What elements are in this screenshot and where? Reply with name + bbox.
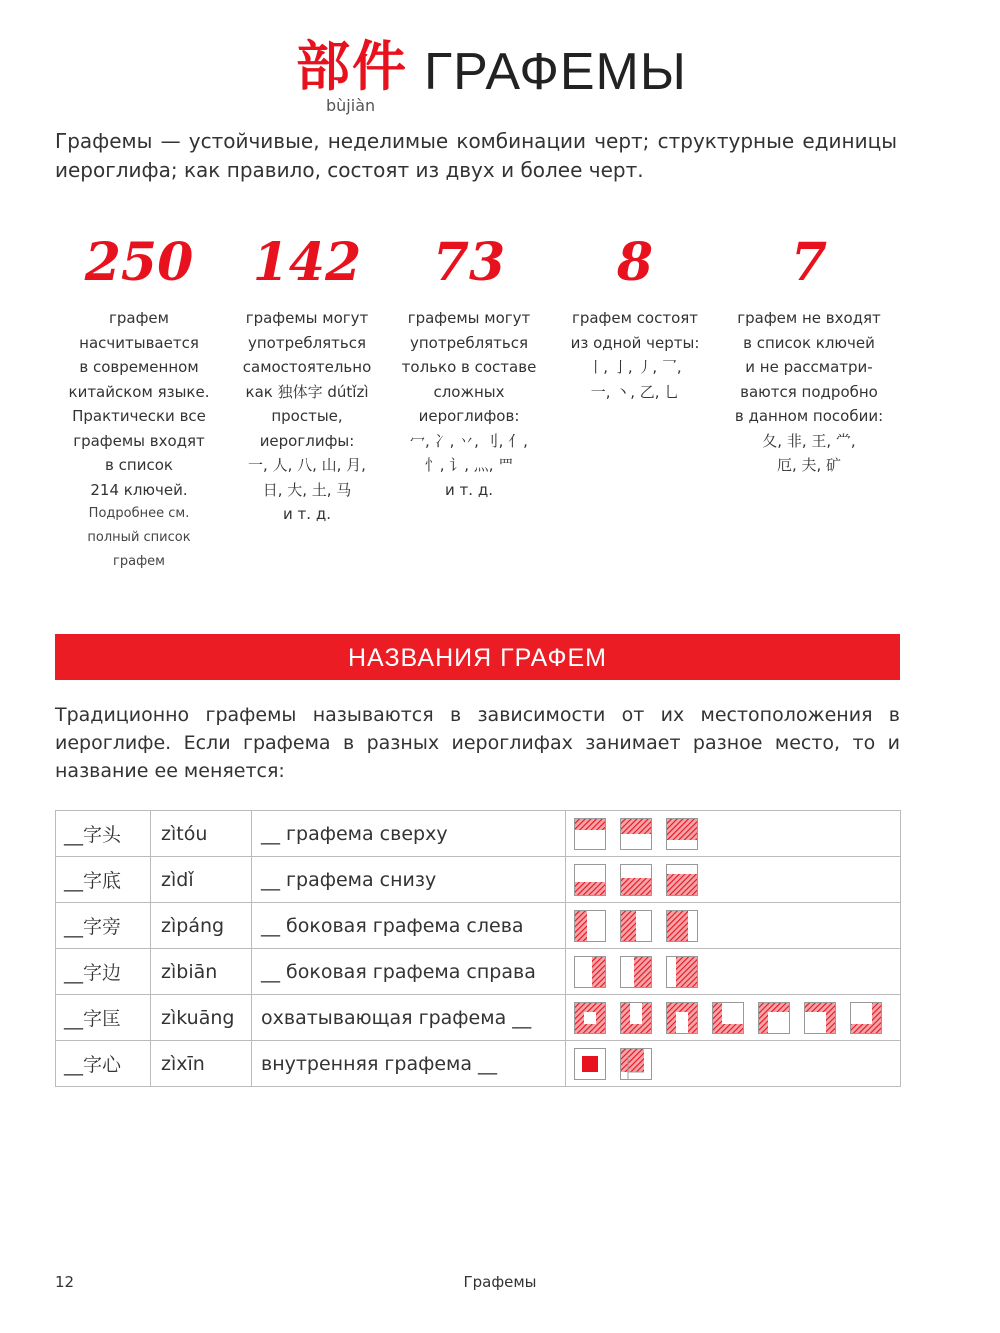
cell-meaning: __ графема снизу <box>252 857 566 903</box>
position-top-icon <box>666 818 698 850</box>
text-line: в данном пособии: <box>734 407 884 425</box>
cell-meaning: внутренняя графема __ <box>252 1041 566 1087</box>
footer-title: Графемы <box>463 1273 537 1291</box>
position-enclose-icon <box>574 1002 606 1034</box>
table-row <box>56 903 901 949</box>
text-line: из одной черты: <box>570 333 700 352</box>
cell-meaning: охватывающая графема __ <box>252 995 566 1041</box>
cell-pinyin: zìkuāng <box>151 995 252 1041</box>
position-inner-icon <box>574 1048 606 1080</box>
cell-term: __字底 <box>56 857 151 903</box>
cell-pinyin: zìtóu <box>151 811 252 857</box>
stat-description <box>555 306 715 404</box>
intro-paragraph: Графемы — устойчивые, неделимые комбинации черт; структурные единицы иероглифа; как правило, состоят из двух и более черт. <box>55 129 897 182</box>
stat-note <box>55 502 223 574</box>
page-header <box>0 34 1000 124</box>
stat-number: 250 <box>84 232 194 293</box>
stat-number: 142 <box>252 232 362 293</box>
text-line: Подробнее см. <box>88 506 190 521</box>
position-right-icon <box>574 956 606 988</box>
text-line: 一, 人, 八, 山, 月, <box>248 456 366 474</box>
text-line: 214 ключей. <box>90 480 188 499</box>
position-top-icon <box>574 818 606 850</box>
cell-meaning: __ графема сверху <box>252 811 566 857</box>
cell-term: __字心 <box>56 1041 151 1087</box>
stat-number: 73 <box>432 232 506 293</box>
cell-term: __字旁 <box>56 903 151 949</box>
position-enclose-icon <box>850 1002 882 1034</box>
stat-description <box>393 306 545 502</box>
text-line: и т. д. <box>283 505 331 523</box>
title-chinese: 部件 <box>296 34 408 98</box>
cell-pinyin: zìpáng <box>151 903 252 949</box>
text-line: иероглифов: <box>418 407 520 425</box>
position-top-icon <box>620 818 652 850</box>
cell-position-icons <box>566 1041 901 1087</box>
position-left-icon <box>574 910 606 942</box>
text-line: 日, 大, 土, 马 <box>262 480 352 499</box>
text-line: графемы входят <box>73 431 205 450</box>
text-line: графем состоят <box>571 309 699 327</box>
stat-block-2 <box>227 228 387 527</box>
text-line: самостоятельно <box>242 358 372 376</box>
section-title: НАЗВАНИЯ ГРАФЕМ <box>348 644 607 672</box>
position-enclose-icon <box>804 1002 836 1034</box>
position-right-icon <box>620 956 652 988</box>
section-banner <box>55 634 900 680</box>
position-left-icon <box>666 910 698 942</box>
text-line: 夂, 非, 王, 龸, <box>762 431 856 450</box>
text-line: ваются подробно <box>740 382 878 401</box>
text-line: китайском языке. <box>68 382 210 401</box>
text-line: 忄, 讠, 灬, 罒 <box>424 456 514 474</box>
text-line: только в составе <box>401 358 537 376</box>
text-line: графем не входят <box>737 309 881 327</box>
stat-description <box>55 306 223 502</box>
position-enclose-icon <box>758 1002 790 1034</box>
table-row <box>56 1041 901 1087</box>
cell-position-icons <box>566 811 901 857</box>
cell-pinyin: zìdǐ <box>151 857 252 903</box>
text-line: и т. д. <box>445 480 493 499</box>
stat-block-5 <box>723 228 895 478</box>
text-line: иероглифы: <box>259 431 355 450</box>
position-enclose-icon <box>620 1002 652 1034</box>
text-line: употребляться <box>247 333 367 352</box>
stats-row <box>55 228 905 588</box>
cell-term: __字匡 <box>56 995 151 1041</box>
position-inner-icon <box>620 1048 652 1080</box>
stat-block-3 <box>393 228 545 502</box>
cell-position-icons <box>566 903 901 949</box>
title-pinyin: bùjiàn <box>326 96 376 115</box>
text-line: 丨, 亅, 丿, 乛, <box>588 358 682 376</box>
stat-description <box>723 306 895 478</box>
text-line: употребляться <box>409 333 529 352</box>
text-line: 冖, 冫, 丷, 刂, 亻, <box>410 431 528 450</box>
text-line: графемы могут <box>407 309 531 327</box>
table-row <box>56 811 901 857</box>
cell-meaning: __ боковая графема слева <box>252 903 566 949</box>
cell-position-icons <box>566 995 901 1041</box>
stat-number: 7 <box>790 232 828 293</box>
grapheme-table <box>55 810 901 1087</box>
table-row <box>56 949 901 995</box>
page-number: 12 <box>55 1273 75 1291</box>
text-line: Практически все <box>72 407 206 425</box>
text-line: полный список <box>87 530 191 545</box>
text-line: графем <box>113 554 165 569</box>
table-row <box>56 857 901 903</box>
position-enclose-icon <box>666 1002 698 1034</box>
text-line: 一, 丶, 乙, 乚 <box>590 382 680 401</box>
section-paragraph: Традиционно графемы называются в зависимости от их местоположения в иероглифе. Если графема в разных иероглифах занимает разное место, то и название ее меняется: <box>55 704 900 782</box>
text-line: 厄, 夫, 矿 <box>776 456 842 474</box>
text-line: сложных <box>433 382 505 401</box>
position-bottom-icon <box>620 864 652 896</box>
position-enclose-icon <box>712 1002 744 1034</box>
cell-pinyin: zìbiān <box>151 949 252 995</box>
position-bottom-icon <box>666 864 698 896</box>
stat-description <box>227 306 387 527</box>
cell-term: __字边 <box>56 949 151 995</box>
text-line: в список <box>105 456 173 474</box>
text-line: графем <box>109 309 169 327</box>
stat-block-1 <box>55 228 223 574</box>
text-line: в список ключей <box>743 333 875 352</box>
page-title: ГРАФЕМЫ <box>424 43 687 101</box>
position-left-icon <box>620 910 652 942</box>
text-line: простые, <box>271 407 343 425</box>
cell-meaning: __ боковая графема справа <box>252 949 566 995</box>
cell-pinyin: zìxīn <box>151 1041 252 1087</box>
text-line: как 独体字 dútǐzì <box>245 382 369 401</box>
text-line: в современном <box>79 358 199 376</box>
text-line: графемы могут <box>245 309 369 327</box>
cell-position-icons <box>566 949 901 995</box>
text-line: насчитывается <box>79 333 199 352</box>
stat-block-4 <box>555 228 715 404</box>
position-bottom-icon <box>574 864 606 896</box>
cell-term: __字头 <box>56 811 151 857</box>
stat-number: 8 <box>616 232 654 293</box>
cell-position-icons <box>566 857 901 903</box>
text-line: и не рассматри- <box>745 358 873 376</box>
position-right-icon <box>666 956 698 988</box>
table-row <box>56 995 901 1041</box>
